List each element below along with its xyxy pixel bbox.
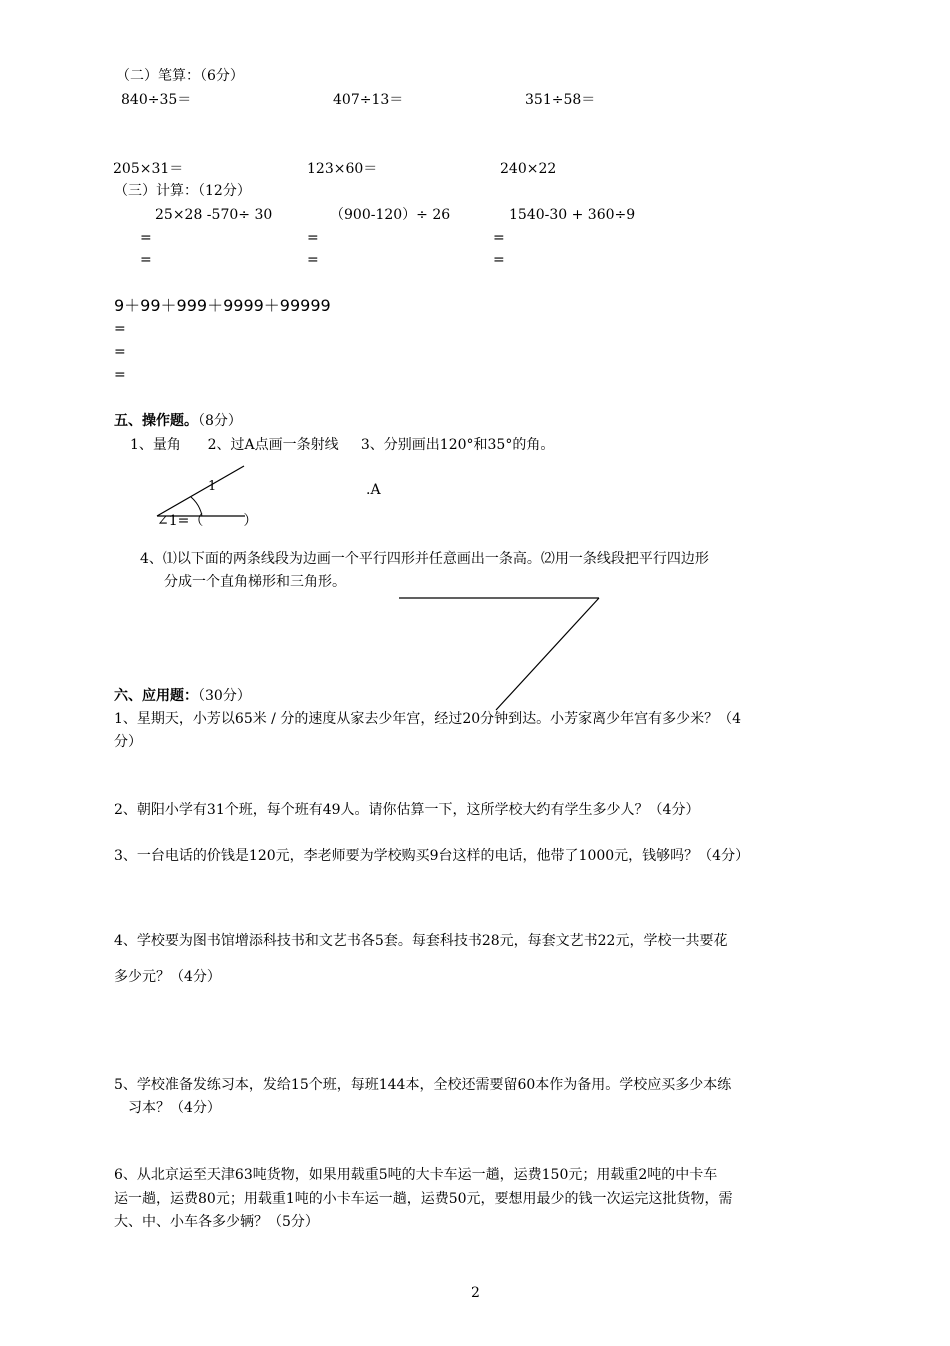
eq-sign: = — [307, 230, 319, 246]
section-5-heading: 五、操作题。 — [114, 413, 198, 429]
problem-5-line1: 5、学校准备发练习本，发给15个班，每班144本，全校还需要留60本作为备用。学校应买多少本练 — [114, 1077, 732, 1093]
eq-sign: = — [114, 344, 126, 360]
problem-3: 3、一台电话的价钱是120元，李老师要为学校购买9台这样的电话，他带了1000元，钱够吗？（4分） — [114, 848, 750, 864]
eq-sign: = — [493, 230, 505, 246]
problem-1-line2: 分） — [114, 734, 142, 750]
eq-sign: = — [114, 321, 126, 337]
operation-q4-line2: 分成一个直角梯形和三角形。 — [164, 574, 346, 590]
point-a: .A — [366, 482, 381, 498]
problem-4-line1: 4、学校要为图书馆增添科技书和文艺书各5套。每套科技书28元，每套文艺书22元，学校一共要花 — [114, 933, 728, 949]
eq-sign: = — [114, 367, 126, 383]
operation-q4-line1: 4、⑴以下面的两条线段为边画一个平行四形并任意画出一条高。⑵用一条线段把平行四边形 — [140, 551, 709, 567]
section-6-heading: 六、应用题： — [114, 688, 198, 704]
angle-ray — [157, 466, 244, 516]
calc-123-60: 123×60＝ — [307, 161, 378, 177]
problem-6-line3: 大、中、小车各多少辆？（5分） — [114, 1214, 319, 1230]
problem-1-line1: 1、星期天，小芳以65米 / 分的速度从家去少年宫，经过20分钟到达。小芳家离少年宫有多少米？（4 — [114, 711, 742, 727]
calc-840-35: 840÷35＝ — [121, 92, 192, 108]
calc-407-13: 407÷13＝ — [333, 92, 404, 108]
calc-351-58: 351÷58＝ — [525, 92, 596, 108]
page-number: 2 — [471, 1285, 480, 1301]
section-6-score: （30分） — [198, 688, 251, 704]
eq-sign: = — [140, 230, 152, 246]
expr-1: 25×28 -570÷ 30 — [155, 207, 273, 223]
segment-slanted — [496, 598, 599, 710]
expr-2: （900-120）÷ 26 — [330, 207, 451, 223]
angle-answer: ∠1=（ ） — [157, 513, 258, 529]
expr-4: 9＋99＋999＋9999＋99999 — [114, 296, 331, 315]
eq-sign: = — [140, 252, 152, 268]
problem-2: 2、朝阳小学有31个班，每个班有49人。请你估算一下，这所学校大约有学生多少人？（4分） — [114, 802, 700, 818]
operation-items: 1、量角 2、过A点画一条射线 3、分别画出120°和35°的角。 — [130, 437, 555, 453]
eq-sign: = — [307, 252, 319, 268]
problem-4-line2: 多少元？（4分） — [114, 969, 221, 985]
calc-240-22: 240×22 — [500, 161, 557, 177]
section-5-score: （8分） — [198, 413, 242, 429]
problem-6-line1: 6、从北京运至天津63吨货物，如果用载重5吨的大卡车运一趟，运费150元；用载重2吨的中卡车 — [114, 1167, 718, 1183]
problem-6-line2: 运一趟，运费80元；用载重1吨的小卡车运一趟，运费50元，要想用最少的钱一次运完这批货物，需 — [114, 1191, 733, 1207]
section-2-title: （二）笔算：（6分） — [116, 68, 244, 84]
eq-sign: = — [493, 252, 505, 268]
section-6-title — [114, 687, 251, 705]
expr-3: 1540-30 + 360÷9 — [509, 207, 636, 223]
angle-label: 1 — [208, 479, 217, 494]
calc-205-31: 205×31＝ — [113, 161, 184, 177]
section-3-title: （三）计算：（12分） — [114, 183, 251, 199]
problem-5-line2: 习本？（4分） — [128, 1100, 221, 1116]
